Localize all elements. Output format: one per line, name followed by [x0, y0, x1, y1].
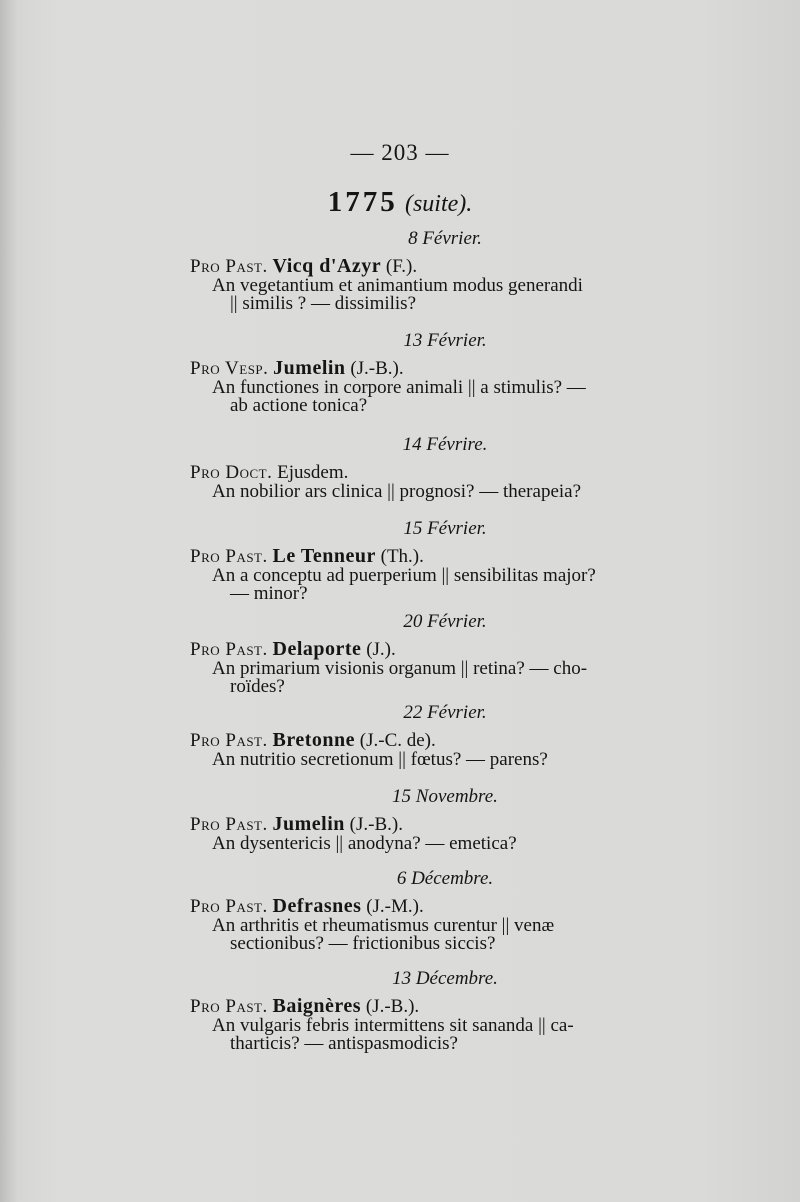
entry-initials: (J.-B.).	[365, 996, 420, 1017]
entry-heading	[190, 730, 660, 751]
entry-line: An a conceptu ad puerperium || sensibilitas major?	[212, 565, 596, 586]
entry-line: An vulgaris febris intermittens sit sananda || ca-	[212, 1015, 574, 1036]
entry-author: Bretonne	[272, 729, 356, 751]
entry-date: 8 Février.	[408, 228, 482, 249]
section-title	[0, 186, 800, 219]
entry-line: roïdes?	[230, 676, 285, 697]
entry-role: Pro Past.	[190, 996, 268, 1017]
entry-role: Pro Doct.	[190, 462, 273, 483]
entry-author: Jumelin	[272, 813, 345, 835]
entry-line: An nobilior ars clinica || prognosi? — therapeia?	[212, 481, 582, 502]
entry-date: 13 Décembre.	[392, 968, 498, 989]
thesis-entry	[190, 228, 660, 313]
entry-line: ab actione tonica?	[230, 395, 368, 416]
entry-role: Pro Vesp.	[190, 358, 269, 379]
entry-question	[190, 917, 660, 953]
entry-role: Pro Past.	[190, 896, 268, 917]
entry-date: 15 Février.	[403, 518, 487, 539]
entry-question	[190, 835, 660, 853]
entry-author: Le Tenneur	[272, 545, 376, 567]
entry-line: — minor?	[230, 583, 308, 604]
entry-initials: Ejusdem.	[277, 462, 349, 483]
entry-heading	[190, 256, 660, 277]
thesis-entry	[190, 518, 660, 603]
entry-author: Jumelin	[273, 357, 346, 379]
thesis-entry	[190, 868, 660, 953]
entry-date: 14 Févrire.	[402, 434, 488, 455]
entry-question	[190, 483, 660, 501]
entry-heading	[190, 896, 660, 917]
entry-heading	[190, 996, 660, 1017]
entry-line: An nutritio secretionum || fœtus? — parens?	[212, 749, 548, 770]
entry-initials: (J.-B.).	[349, 814, 403, 835]
section-suite: (suite).	[404, 191, 473, 217]
entry-initials: (Th.).	[380, 546, 424, 567]
entry-initials: (J.).	[366, 639, 396, 660]
section-year: 1775	[327, 186, 398, 218]
entry-question	[190, 277, 660, 313]
thesis-entry	[190, 611, 660, 696]
entry-date: 20 Février.	[403, 611, 487, 632]
entry-question	[190, 1017, 660, 1053]
entry-line: || similis ? — dissimilis?	[230, 293, 417, 314]
entry-question	[190, 751, 660, 769]
entry-heading	[190, 462, 660, 483]
entry-author: Baignères	[272, 995, 362, 1017]
entry-author: Delaporte	[272, 638, 362, 660]
entry-heading	[190, 639, 660, 660]
entry-initials: (J.-B.).	[350, 358, 404, 379]
entry-line: An arthritis et rheumatismus curentur || venæ	[212, 915, 555, 936]
entry-date: 15 Novembre.	[392, 786, 498, 807]
entry-initials: (J.-M.).	[366, 896, 424, 917]
entry-role: Pro Past.	[190, 814, 268, 835]
entry-role: Pro Past.	[190, 639, 268, 660]
entry-line: sectionibus? — frictionibus siccis?	[230, 933, 496, 954]
thesis-entry	[190, 702, 660, 769]
entry-line: tharticis? — antispasmodicis?	[230, 1033, 458, 1054]
thesis-entry	[190, 786, 660, 853]
entry-date: 13 Février.	[403, 330, 487, 351]
entry-line: An dysentericis || anodyna? — emetica?	[212, 833, 517, 854]
entry-line: An vegetantium et animantium modus generandi	[212, 275, 583, 296]
thesis-entry	[190, 968, 660, 1053]
thesis-entry	[190, 434, 660, 501]
entry-line: An functiones in corpore animali || a stimulis? —	[212, 377, 586, 398]
entry-author: Vicq d'Azyr	[272, 255, 382, 277]
page-number: — 203 —	[350, 140, 450, 165]
entry-line: An primarium visionis organum || retina? — cho-	[212, 658, 588, 679]
entry-date: 22 Février.	[403, 702, 487, 723]
entry-heading	[190, 546, 660, 567]
thesis-entry	[190, 330, 660, 415]
entry-role: Pro Past.	[190, 546, 268, 567]
entry-question	[190, 660, 660, 696]
entry-initials: (F.).	[385, 256, 418, 277]
entry-initials: (J.-C. de).	[359, 730, 436, 751]
entry-question	[190, 567, 660, 603]
entry-heading	[190, 814, 660, 835]
entry-heading	[190, 358, 660, 379]
entry-role: Pro Past.	[190, 730, 268, 751]
entry-role: Pro Past.	[190, 256, 268, 277]
entry-author: Defrasnes	[272, 895, 362, 917]
entry-date: 6 Décembre.	[396, 868, 494, 889]
entry-question	[190, 379, 660, 415]
